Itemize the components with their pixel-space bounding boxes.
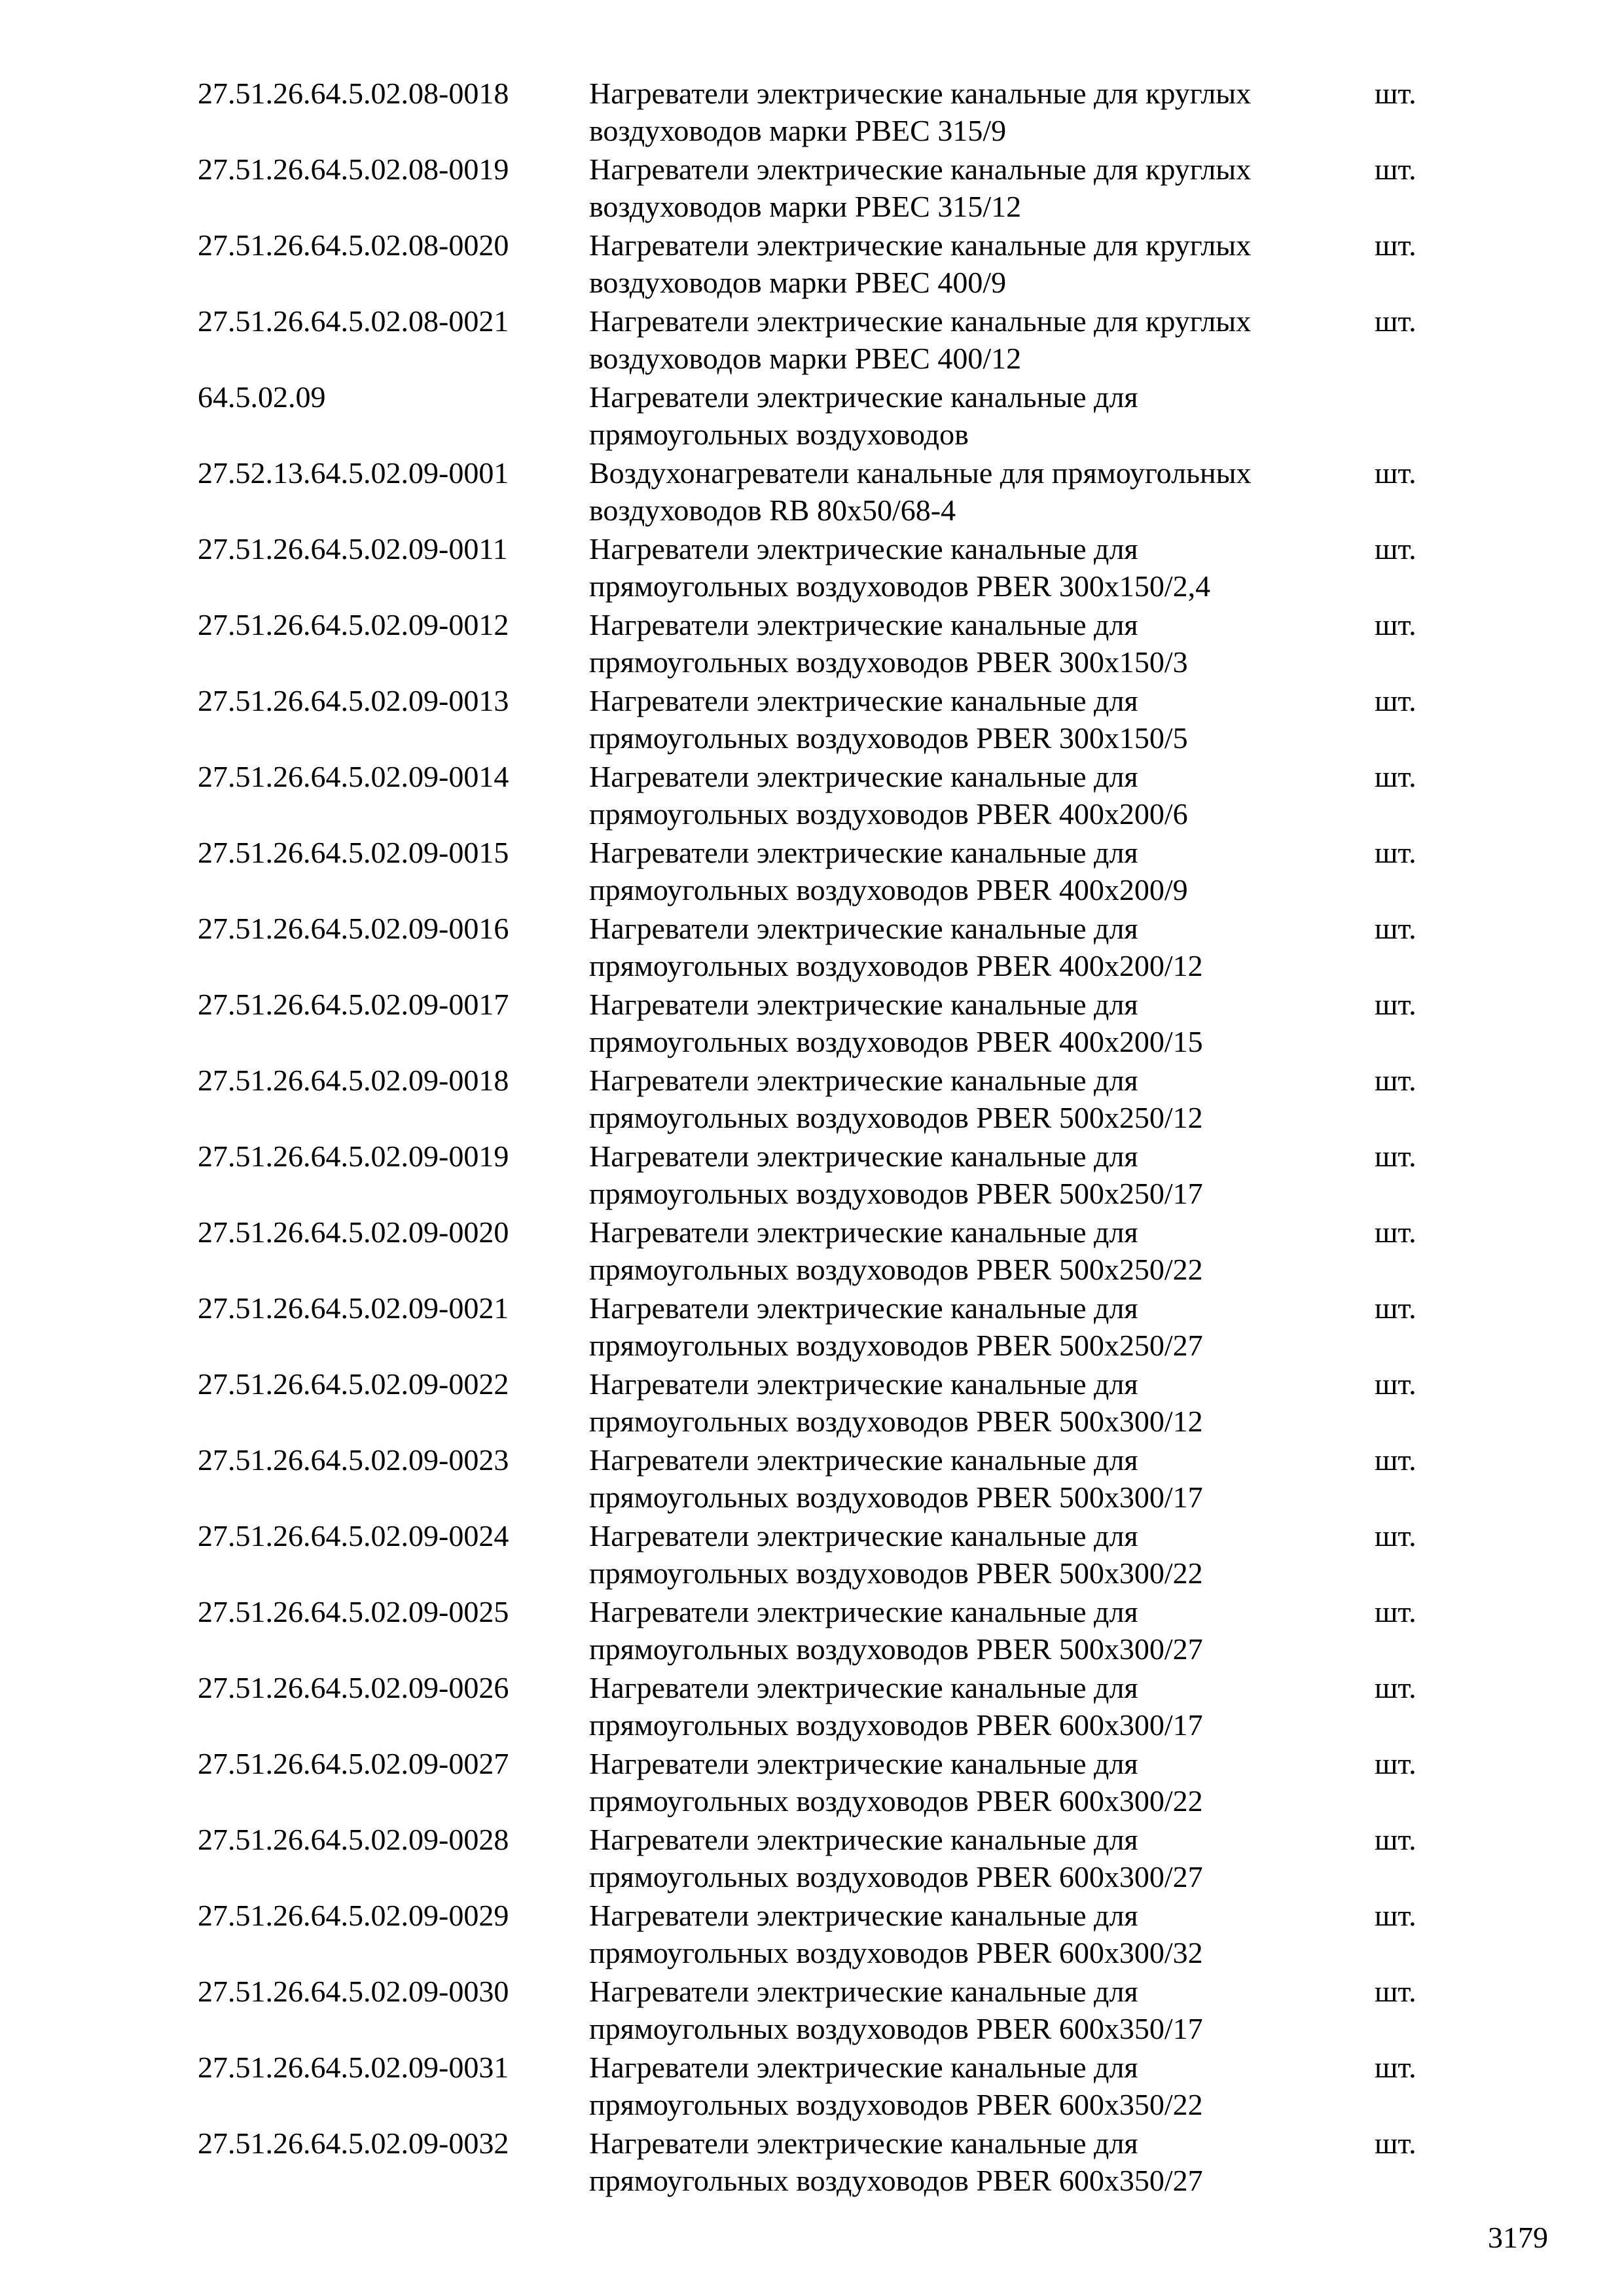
resource-name-line-2: прямоугольных воздуховодов РВЕR 300x150/5: [589, 721, 1188, 755]
resource-name-line-2: воздуховодов марки РВЕС 400/12: [589, 342, 1022, 375]
resource-name: [589, 682, 1362, 757]
resource-name: [589, 1897, 1362, 1971]
resource-name-line-2: прямоугольных воздуховодов РВЕR 400x200/9: [589, 873, 1188, 906]
resource-code: 27.51.26.64.5.02.08-0018: [198, 77, 509, 110]
table-row: [198, 1138, 1441, 1213]
resource-name: [589, 1973, 1362, 2047]
resource-name-line-1: Нагреватели электрические канальные для: [589, 1367, 1138, 1401]
resource-name-line-2: прямоугольных воздуховодов РВЕR 600x300/27: [589, 1860, 1203, 1893]
resource-name: [589, 1138, 1362, 1212]
resource-name-line-2: прямоугольных воздуховодов РВЕR 400x200/12: [589, 949, 1203, 982]
resource-name: [589, 986, 1362, 1060]
resource-name: [589, 2125, 1362, 2199]
resource-code: 27.51.26.64.5.02.09-0028: [198, 1823, 509, 1856]
resource-code: 27.51.26.64.5.02.09-0012: [198, 608, 509, 641]
resource-code: 27.51.26.64.5.02.09-0020: [198, 1215, 509, 1249]
resource-code: 27.51.26.64.5.02.09-0022: [198, 1367, 509, 1401]
resource-code: 27.51.26.64.5.02.09-0030: [198, 1975, 509, 2008]
resource-name: [589, 758, 1362, 833]
resource-name-line-2: воздуховодов марки РВЕС 315/12: [589, 190, 1022, 223]
unit-of-measure: шт.: [1375, 1899, 1416, 1932]
resource-code: 27.51.26.64.5.02.09-0029: [198, 1899, 509, 1932]
resource-code: 27.51.26.64.5.02.08-0019: [198, 152, 509, 186]
unit-of-measure: шт.: [1375, 608, 1416, 641]
resource-name-line-2: воздуховодов марки РВЕС 315/9: [589, 114, 1007, 147]
resource-code: 27.51.26.64.5.02.08-0020: [198, 228, 509, 262]
table-row: [198, 1517, 1441, 1593]
table-row: [198, 1821, 1441, 1897]
resource-name-line-2: прямоугольных воздуховодов РВЕR 300x150/3: [589, 645, 1188, 679]
resource-code: 27.51.26.64.5.02.09-0017: [198, 988, 509, 1021]
unit-of-measure: шт.: [1375, 1823, 1416, 1856]
unit-of-measure: шт.: [1375, 1671, 1416, 1704]
resource-name: [589, 1821, 1362, 1895]
resource-name-line-1: Нагреватели электрические канальные для: [589, 988, 1138, 1021]
resource-name: [589, 606, 1362, 681]
resource-name: [589, 530, 1362, 605]
table-row: [198, 1897, 1441, 1973]
resource-name-line-1: Нагреватели электрические канальные для: [589, 1975, 1138, 2008]
resource-name-line-2: прямоугольных воздуховодов РВЕR 600x350/17: [589, 2012, 1203, 2045]
resource-name-line-1: Нагреватели электрические канальные для круглых: [589, 77, 1252, 110]
resource-name-line-1: Нагреватели электрические канальные для: [589, 1747, 1138, 1780]
table-row: [198, 1289, 1441, 1365]
resource-code: 27.51.26.64.5.02.09-0023: [198, 1443, 509, 1477]
resource-name-line-2: прямоугольных воздуховодов РВЕR 500x300/27: [589, 1632, 1203, 1666]
table-row: [198, 910, 1441, 986]
table-row: [198, 1441, 1441, 1517]
resource-name: [589, 2049, 1362, 2123]
unit-of-measure: шт.: [1375, 304, 1416, 338]
resource-name: [589, 1365, 1362, 1440]
unit-of-measure: шт.: [1375, 1064, 1416, 1097]
resource-name-line-2: прямоугольных воздуховодов РВЕR 600x350/27: [589, 2164, 1203, 2197]
resource-name-line-2: прямоугольных воздуховодов РВЕR 600x300/22: [589, 1784, 1203, 1818]
table-row: [198, 1062, 1441, 1138]
unit-of-measure: шт.: [1375, 77, 1416, 110]
resource-code: 27.51.26.64.5.02.09-0021: [198, 1291, 509, 1325]
resource-name-line-1: Нагреватели электрические канальные для: [589, 532, 1138, 565]
resource-name-line-2: прямоугольных воздуховодов: [589, 418, 969, 451]
unit-of-measure: шт.: [1375, 988, 1416, 1021]
unit-of-measure: шт.: [1375, 836, 1416, 869]
resource-name-line-2: прямоугольных воздуховодов РВЕR 500x250/12: [589, 1101, 1203, 1134]
unit-of-measure: шт.: [1375, 1443, 1416, 1477]
resource-code: 27.51.26.64.5.02.09-0013: [198, 684, 509, 717]
resource-name-line-1: Нагреватели электрические канальные для: [589, 912, 1138, 945]
table-row: [198, 378, 1441, 454]
resource-name-line-1: Нагреватели электрические канальные для круглых: [589, 304, 1252, 338]
resource-name-line-1: Нагреватели электрические канальные для: [589, 836, 1138, 869]
unit-of-measure: шт.: [1375, 1367, 1416, 1401]
resource-code: 27.51.26.64.5.02.09-0014: [198, 760, 509, 793]
resource-name-line-1: Нагреватели электрические канальные для: [589, 2051, 1138, 2084]
resource-code: 27.51.26.64.5.02.09-0019: [198, 1139, 509, 1173]
resource-name-line-1: Нагреватели электрические канальные для круглых: [589, 152, 1252, 186]
resource-name-line-1: Нагреватели электрические канальные для: [589, 1291, 1138, 1325]
resource-code: 27.51.26.64.5.02.09-0018: [198, 1064, 509, 1097]
table-row: [198, 986, 1441, 1062]
resource-name-line-2: прямоугольных воздуховодов РВЕR 400x200/6: [589, 797, 1188, 831]
resource-name-line-1: Нагреватели электрические канальные для: [589, 2126, 1138, 2160]
unit-of-measure: шт.: [1375, 2126, 1416, 2160]
resource-name-line-1: Нагреватели электрические канальные для: [589, 1899, 1138, 1932]
table-row: [198, 151, 1441, 226]
resource-name: [589, 910, 1362, 984]
table-row: [198, 302, 1441, 378]
resource-name: [589, 1669, 1362, 1744]
resource-code: 27.51.26.64.5.02.09-0026: [198, 1671, 509, 1704]
unit-of-measure: шт.: [1375, 456, 1416, 490]
page-number: 3179: [1488, 2221, 1548, 2254]
resource-code: 27.51.26.64.5.02.09-0011: [198, 532, 508, 565]
resource-name-line-1: Нагреватели электрические канальные для: [589, 1823, 1138, 1856]
table-row: [198, 75, 1441, 151]
resource-name-line-2: прямоугольных воздуховодов РВЕR 600x350/22: [589, 2088, 1203, 2121]
resource-name: [589, 1441, 1362, 1516]
table-row: [198, 606, 1441, 682]
resource-name: [589, 834, 1362, 908]
resource-name-line-1: Нагреватели электрические канальные для: [589, 1595, 1138, 1628]
resource-name-line-1: Нагреватели электрические канальные для: [589, 1443, 1138, 1477]
resource-name-line-1: Воздухонагреватели канальные для прямоугольных: [589, 456, 1252, 490]
resource-name: [589, 302, 1362, 377]
resource-name-line-1: Нагреватели электрические канальные для круглых: [589, 228, 1252, 262]
resource-name-line-2: прямоугольных воздуховодов РВЕR 500x300/22: [589, 1556, 1203, 1590]
resource-name-line-2: прямоугольных воздуховодов РВЕR 500x250/22: [589, 1253, 1203, 1286]
resource-name-line-1: Нагреватели электрические канальные для: [589, 1064, 1138, 1097]
resource-code: 27.51.26.64.5.02.08-0021: [198, 304, 509, 338]
resource-code: 27.51.26.64.5.02.09-0016: [198, 912, 509, 945]
table-row: [198, 454, 1441, 530]
resource-name: [589, 1517, 1362, 1592]
unit-of-measure: шт.: [1375, 2051, 1416, 2084]
unit-of-measure: шт.: [1375, 532, 1416, 565]
table-row: [198, 834, 1441, 910]
table-row: [198, 1593, 1441, 1669]
resource-name: [589, 1062, 1362, 1136]
resource-name-line-2: воздуховодов RB 80x50/68-4: [589, 493, 956, 527]
unit-of-measure: шт.: [1375, 1215, 1416, 1249]
resource-code: 27.51.26.64.5.02.09-0032: [198, 2126, 509, 2160]
resource-name-line-1: Нагреватели электрические канальные для: [589, 1671, 1138, 1704]
resource-code: 64.5.02.09: [198, 380, 326, 414]
resource-name-line-2: прямоугольных воздуховодов РВЕR 500x300/12: [589, 1405, 1203, 1438]
unit-of-measure: шт.: [1375, 1139, 1416, 1173]
resource-name: [589, 151, 1362, 225]
resource-name-line-1: Нагреватели электрические канальные для: [589, 608, 1138, 641]
unit-of-measure: шт.: [1375, 1595, 1416, 1628]
unit-of-measure: шт.: [1375, 912, 1416, 945]
resource-name-line-2: воздуховодов марки РВЕС 400/9: [589, 266, 1007, 299]
resource-name-line-1: Нагреватели электрические канальные для: [589, 1215, 1138, 1249]
table-row: [198, 530, 1441, 606]
resource-name-line-2: прямоугольных воздуховодов РВЕR 600x300/17: [589, 1708, 1203, 1742]
resource-name-line-1: Нагреватели электрические канальные для: [589, 1139, 1138, 1173]
resource-name: [589, 1213, 1362, 1288]
unit-of-measure: шт.: [1375, 1519, 1416, 1552]
table-row: [198, 1669, 1441, 1745]
unit-of-measure: шт.: [1375, 1291, 1416, 1325]
resource-name-line-1: Нагреватели электрические канальные для: [589, 684, 1138, 717]
resource-code: 27.51.26.64.5.02.09-0031: [198, 2051, 509, 2084]
table-row: [198, 2049, 1441, 2125]
unit-of-measure: шт.: [1375, 684, 1416, 717]
resource-name-line-2: прямоугольных воздуховодов РВЕR 500x250/17: [589, 1177, 1203, 1210]
resource-name: [589, 378, 1362, 453]
unit-of-measure: шт.: [1375, 1975, 1416, 2008]
resource-code: 27.51.26.64.5.02.09-0015: [198, 836, 509, 869]
resource-code: 27.52.13.64.5.02.09-0001: [198, 456, 509, 490]
table-row: [198, 682, 1441, 758]
unit-of-measure: шт.: [1375, 1747, 1416, 1780]
table-row: [198, 758, 1441, 834]
table-row: [198, 226, 1441, 302]
resource-code: 27.51.26.64.5.02.09-0027: [198, 1747, 509, 1780]
resource-name: [589, 226, 1362, 301]
unit-of-measure: шт.: [1375, 228, 1416, 262]
resource-name-line-2: прямоугольных воздуховодов РВЕR 500x250/27: [589, 1329, 1203, 1362]
resource-name-line-1: Нагреватели электрические канальные для: [589, 1519, 1138, 1552]
resource-name: [589, 454, 1362, 529]
classifier-table: [198, 75, 1441, 2200]
table-row: [198, 1745, 1441, 1821]
resource-name-line-1: Нагреватели электрические канальные для: [589, 380, 1138, 414]
resource-code: 27.51.26.64.5.02.09-0025: [198, 1595, 509, 1628]
resource-name: [589, 1593, 1362, 1668]
table-row: [198, 1973, 1441, 2049]
resource-name-line-2: прямоугольных воздуховодов РВЕR 400x200/15: [589, 1025, 1203, 1058]
resource-name-line-1: Нагреватели электрические канальные для: [589, 760, 1138, 793]
unit-of-measure: шт.: [1375, 760, 1416, 793]
resource-name: [589, 75, 1362, 149]
resource-name-line-2: прямоугольных воздуховодов РВЕR 500x300/17: [589, 1480, 1203, 1514]
resource-code: 27.51.26.64.5.02.09-0024: [198, 1519, 509, 1552]
resource-name-line-2: прямоугольных воздуховодов РВЕR 600x300/32: [589, 1936, 1203, 1969]
resource-name: [589, 1745, 1362, 1820]
resource-name: [589, 1289, 1362, 1364]
table-row: [198, 1365, 1441, 1441]
unit-of-measure: шт.: [1375, 152, 1416, 186]
resource-name-line-2: прямоугольных воздуховодов РВЕR 300x150/2,4: [589, 569, 1211, 603]
table-row: [198, 2125, 1441, 2200]
table-row: [198, 1213, 1441, 1289]
